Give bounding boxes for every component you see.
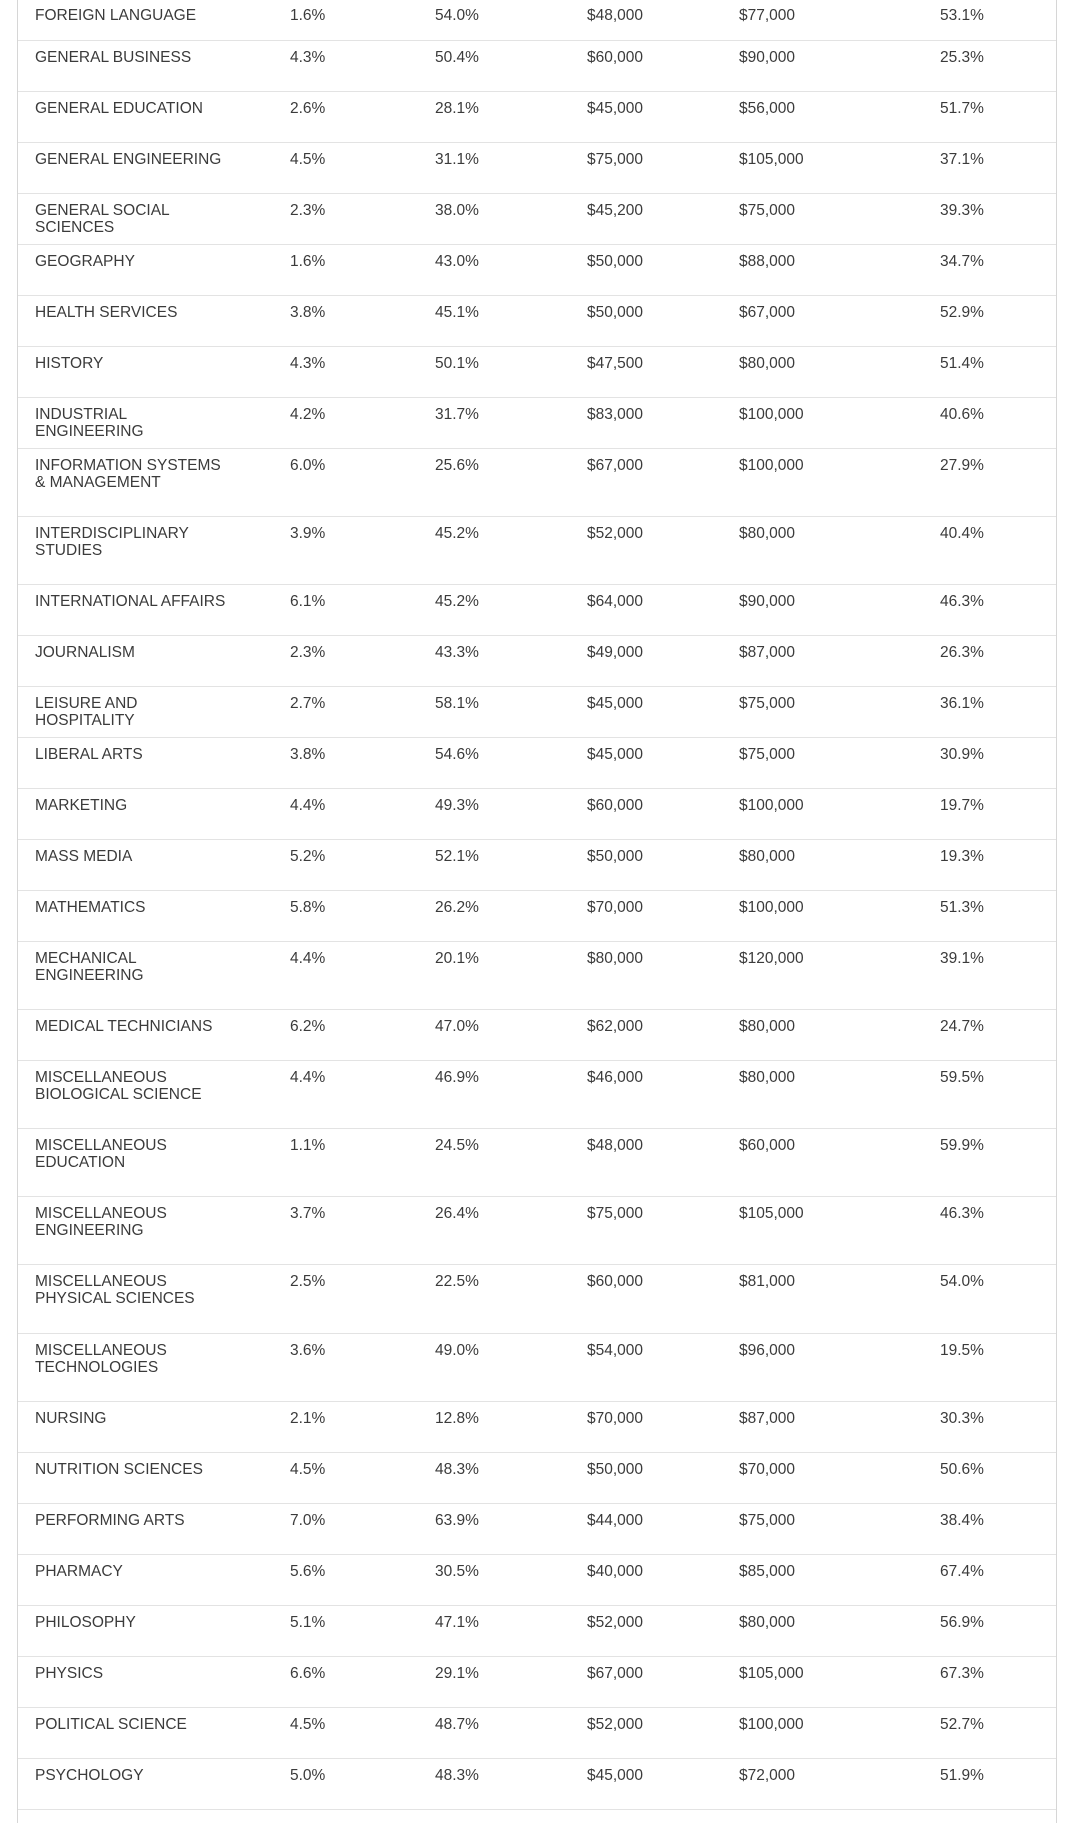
major-cell: NURSING [35,1410,107,1427]
early-career-wage-cell: $50,000 [587,848,644,865]
underemployment-rate-cell: 50.4% [435,49,479,66]
table-row [18,1402,1056,1453]
major-cell: HEALTH SERVICES [35,304,178,321]
underemployment-rate-cell: 48.7% [435,1716,479,1733]
major-cell: PHYSICS [35,1665,104,1682]
underemployment-rate-cell: 58.1% [435,695,479,712]
major-cell: GENERAL ENGINEERING [35,151,222,168]
early-career-wage-cell: $60,000 [587,1273,644,1290]
graduate-degree-share-cell: 19.3% [940,848,984,865]
major-cell: GEOGRAPHY [35,253,135,270]
major-cell: INFORMATION SYSTEMS & MANAGEMENT [35,457,221,491]
early-career-wage-cell: $60,000 [587,49,644,66]
graduate-degree-share-cell: 40.4% [940,525,984,542]
graduate-degree-share-cell: 52.9% [940,304,984,321]
major-cell: MEDICAL TECHNICIANS [35,1018,213,1035]
table-row [18,449,1056,517]
unemployment-rate-cell: 3.8% [290,304,326,321]
mid-career-wage-cell: $105,000 [739,1205,804,1222]
mid-career-wage-cell: $96,000 [739,1342,796,1359]
major-cell: PHILOSOPHY [35,1614,136,1631]
unemployment-rate-cell: 6.6% [290,1665,326,1682]
major-cell: INDUSTRIAL ENGINEERING [35,406,144,440]
table-row [18,1504,1056,1555]
mid-career-wage-cell: $81,000 [739,1273,796,1290]
unemployment-rate-cell: 5.1% [290,1614,326,1631]
graduate-degree-share-cell: 30.3% [940,1410,984,1427]
major-cell: MISCELLANEOUS ENGINEERING [35,1205,167,1239]
table-row [18,92,1056,143]
graduate-degree-share-cell: 30.9% [940,746,984,763]
unemployment-rate-cell: 5.0% [290,1767,326,1784]
unemployment-rate-cell: 1.1% [290,1137,326,1154]
unemployment-rate-cell: 2.6% [290,100,326,117]
table-row [18,738,1056,789]
mid-career-wage-cell: $100,000 [739,406,804,423]
table-row [18,1061,1056,1129]
major-cell: LIBERAL ARTS [35,746,143,763]
table-row [18,840,1056,891]
early-career-wage-cell: $62,000 [587,1018,644,1035]
early-career-wage-cell: $75,000 [587,1205,644,1222]
mid-career-wage-cell: $80,000 [739,848,796,865]
early-career-wage-cell: $45,200 [587,202,644,219]
mid-career-wage-cell: $87,000 [739,1410,796,1427]
underemployment-rate-cell: 52.1% [435,848,479,865]
unemployment-rate-cell: 4.3% [290,49,326,66]
early-career-wage-cell: $67,000 [587,1665,644,1682]
major-cell: INTERNATIONAL AFFAIRS [35,593,226,610]
underemployment-rate-cell: 43.3% [435,644,479,661]
major-cell: MARKETING [35,797,128,814]
unemployment-rate-cell: 2.7% [290,695,326,712]
graduate-degree-share-cell: 53.1% [940,7,984,24]
early-career-wage-cell: $45,000 [587,1767,644,1784]
mid-career-wage-cell: $80,000 [739,355,796,372]
mid-career-wage-cell: $75,000 [739,746,796,763]
early-career-wage-cell: $70,000 [587,899,644,916]
table-row [18,1010,1056,1061]
graduate-degree-share-cell: 56.9% [940,1614,984,1631]
table-row [18,245,1056,296]
mid-career-wage-cell: $100,000 [739,457,804,474]
early-career-wage-cell: $52,000 [587,1716,644,1733]
mid-career-wage-cell: $105,000 [739,151,804,168]
graduate-degree-share-cell: 19.7% [940,797,984,814]
graduate-degree-share-cell: 38.4% [940,1512,984,1529]
underemployment-rate-cell: 63.9% [435,1512,479,1529]
early-career-wage-cell: $50,000 [587,304,644,321]
unemployment-rate-cell: 3.8% [290,746,326,763]
table-row [18,1453,1056,1504]
early-career-wage-cell: $45,000 [587,746,644,763]
mid-career-wage-cell: $88,000 [739,253,796,270]
unemployment-rate-cell: 4.5% [290,1716,326,1733]
unemployment-rate-cell: 2.1% [290,1410,326,1427]
mid-career-wage-cell: $80,000 [739,1614,796,1631]
graduate-degree-share-cell: 50.6% [940,1461,984,1478]
early-career-wage-cell: $48,000 [587,1137,644,1154]
unemployment-rate-cell: 5.8% [290,899,326,916]
underemployment-rate-cell: 24.5% [435,1137,479,1154]
graduate-degree-share-cell: 36.1% [940,695,984,712]
underemployment-rate-cell: 26.2% [435,899,479,916]
graduate-degree-share-cell: 39.3% [940,202,984,219]
majors-table [17,0,1057,1823]
major-cell: POLITICAL SCIENCE [35,1716,187,1733]
major-cell: NUTRITION SCIENCES [35,1461,203,1478]
early-career-wage-cell: $80,000 [587,950,644,967]
underemployment-rate-cell: 54.0% [435,7,479,24]
underemployment-rate-cell: 38.0% [435,202,479,219]
mid-career-wage-cell: $75,000 [739,1512,796,1529]
unemployment-rate-cell: 4.4% [290,797,326,814]
underemployment-rate-cell: 43.0% [435,253,479,270]
early-career-wage-cell: $50,000 [587,1461,644,1478]
table-row [18,1265,1056,1334]
graduate-degree-share-cell: 34.7% [940,253,984,270]
early-career-wage-cell: $70,000 [587,1410,644,1427]
unemployment-rate-cell: 3.7% [290,1205,326,1222]
graduate-degree-share-cell: 46.3% [940,1205,984,1222]
underemployment-rate-cell: 26.4% [435,1205,479,1222]
table-row [18,636,1056,687]
major-cell: LEISURE AND HOSPITALITY [35,695,138,729]
major-cell: FOREIGN LANGUAGE [35,7,197,24]
graduate-degree-share-cell: 59.9% [940,1137,984,1154]
major-cell: MATHEMATICS [35,899,146,916]
table-row [18,517,1056,585]
major-cell: PSYCHOLOGY [35,1767,144,1784]
unemployment-rate-cell: 1.6% [290,7,326,24]
table-row [18,1197,1056,1265]
mid-career-wage-cell: $100,000 [739,1716,804,1733]
mid-career-wage-cell: $80,000 [739,1018,796,1035]
major-cell: PERFORMING ARTS [35,1512,185,1529]
major-cell: INTERDISCIPLINARY STUDIES [35,525,189,559]
table-row [18,585,1056,636]
underemployment-rate-cell: 48.3% [435,1461,479,1478]
unemployment-rate-cell: 1.6% [290,253,326,270]
underemployment-rate-cell: 49.0% [435,1342,479,1359]
early-career-wage-cell: $83,000 [587,406,644,423]
mid-career-wage-cell: $87,000 [739,644,796,661]
unemployment-rate-cell: 2.5% [290,1273,326,1290]
major-cell: HISTORY [35,355,104,372]
table-row [18,1129,1056,1197]
table-row [18,0,1056,41]
graduate-degree-share-cell: 37.1% [940,151,984,168]
table-row [18,942,1056,1010]
early-career-wage-cell: $50,000 [587,253,644,270]
underemployment-rate-cell: 30.5% [435,1563,479,1580]
mid-career-wage-cell: $80,000 [739,525,796,542]
underemployment-rate-cell: 48.3% [435,1767,479,1784]
underemployment-rate-cell: 46.9% [435,1069,479,1086]
graduate-degree-share-cell: 39.1% [940,950,984,967]
early-career-wage-cell: $60,000 [587,797,644,814]
unemployment-rate-cell: 2.3% [290,644,326,661]
mid-career-wage-cell: $105,000 [739,1665,804,1682]
early-career-wage-cell: $44,000 [587,1512,644,1529]
table-row [18,347,1056,398]
graduate-degree-share-cell: 40.6% [940,406,984,423]
graduate-degree-share-cell: 67.3% [940,1665,984,1682]
graduate-degree-share-cell: 51.3% [940,899,984,916]
unemployment-rate-cell: 4.5% [290,151,326,168]
unemployment-rate-cell: 6.1% [290,593,326,610]
major-cell: GENERAL BUSINESS [35,49,192,66]
underemployment-rate-cell: 50.1% [435,355,479,372]
table-row [18,143,1056,194]
major-cell: JOURNALISM [35,644,135,661]
unemployment-rate-cell: 6.0% [290,457,326,474]
unemployment-rate-cell: 4.2% [290,406,326,423]
early-career-wage-cell: $67,000 [587,457,644,474]
graduate-degree-share-cell: 51.4% [940,355,984,372]
mid-career-wage-cell: $100,000 [739,797,804,814]
early-career-wage-cell: $46,000 [587,1069,644,1086]
graduate-degree-share-cell: 46.3% [940,593,984,610]
early-career-wage-cell: $75,000 [587,151,644,168]
graduate-degree-share-cell: 24.7% [940,1018,984,1035]
unemployment-rate-cell: 7.0% [290,1512,326,1529]
table-row [18,687,1056,738]
early-career-wage-cell: $45,000 [587,100,644,117]
mid-career-wage-cell: $90,000 [739,593,796,610]
unemployment-rate-cell: 3.6% [290,1342,326,1359]
mid-career-wage-cell: $56,000 [739,100,796,117]
underemployment-rate-cell: 12.8% [435,1410,479,1427]
major-cell: GENERAL SOCIAL SCIENCES [35,202,170,236]
table-row [18,789,1056,840]
underemployment-rate-cell: 28.1% [435,100,479,117]
major-cell: PHARMACY [35,1563,123,1580]
unemployment-rate-cell: 6.2% [290,1018,326,1035]
graduate-degree-share-cell: 27.9% [940,457,984,474]
early-career-wage-cell: $45,000 [587,695,644,712]
unemployment-rate-cell: 4.4% [290,1069,326,1086]
graduate-degree-share-cell: 51.7% [940,100,984,117]
table-row [18,398,1056,449]
mid-career-wage-cell: $70,000 [739,1461,796,1478]
graduate-degree-share-cell: 54.0% [940,1273,984,1290]
early-career-wage-cell: $48,000 [587,7,644,24]
underemployment-rate-cell: 20.1% [435,950,479,967]
underemployment-rate-cell: 45.2% [435,593,479,610]
table-row [18,1555,1056,1606]
underemployment-rate-cell: 47.1% [435,1614,479,1631]
table-row [18,1708,1056,1759]
unemployment-rate-cell: 4.3% [290,355,326,372]
unemployment-rate-cell: 5.2% [290,848,326,865]
graduate-degree-share-cell: 52.7% [940,1716,984,1733]
underemployment-rate-cell: 54.6% [435,746,479,763]
unemployment-rate-cell: 5.6% [290,1563,326,1580]
early-career-wage-cell: $40,000 [587,1563,644,1580]
underemployment-rate-cell: 45.2% [435,525,479,542]
graduate-degree-share-cell: 19.5% [940,1342,984,1359]
mid-career-wage-cell: $75,000 [739,695,796,712]
major-cell: MISCELLANEOUS EDUCATION [35,1137,167,1171]
major-cell: MISCELLANEOUS TECHNOLOGIES [35,1342,167,1376]
early-career-wage-cell: $52,000 [587,1614,644,1631]
mid-career-wage-cell: $67,000 [739,304,796,321]
underemployment-rate-cell: 31.7% [435,406,479,423]
underemployment-rate-cell: 29.1% [435,1665,479,1682]
early-career-wage-cell: $49,000 [587,644,644,661]
graduate-degree-share-cell: 25.3% [940,49,984,66]
mid-career-wage-cell: $85,000 [739,1563,796,1580]
underemployment-rate-cell: 25.6% [435,457,479,474]
mid-career-wage-cell: $80,000 [739,1069,796,1086]
graduate-degree-share-cell: 26.3% [940,644,984,661]
major-cell: GENERAL EDUCATION [35,100,203,117]
underemployment-rate-cell: 47.0% [435,1018,479,1035]
graduate-degree-share-cell: 51.9% [940,1767,984,1784]
major-cell: MISCELLANEOUS PHYSICAL SCIENCES [35,1273,195,1307]
early-career-wage-cell: $52,000 [587,525,644,542]
underemployment-rate-cell: 22.5% [435,1273,479,1290]
table-row [18,41,1056,92]
unemployment-rate-cell: 2.3% [290,202,326,219]
unemployment-rate-cell: 3.9% [290,525,326,542]
underemployment-rate-cell: 49.3% [435,797,479,814]
mid-career-wage-cell: $90,000 [739,49,796,66]
graduate-degree-share-cell: 59.5% [940,1069,984,1086]
early-career-wage-cell: $64,000 [587,593,644,610]
underemployment-rate-cell: 31.1% [435,151,479,168]
mid-career-wage-cell: $100,000 [739,899,804,916]
table-row [18,1334,1056,1402]
major-cell: MASS MEDIA [35,848,133,865]
table-row [18,296,1056,347]
mid-career-wage-cell: $72,000 [739,1767,796,1784]
table-row [18,891,1056,942]
early-career-wage-cell: $47,500 [587,355,644,372]
table-row [18,194,1056,245]
unemployment-rate-cell: 4.4% [290,950,326,967]
major-cell: MISCELLANEOUS BIOLOGICAL SCIENCE [35,1069,202,1103]
mid-career-wage-cell: $120,000 [739,950,804,967]
unemployment-rate-cell: 4.5% [290,1461,326,1478]
table-row [18,1759,1056,1810]
major-cell: MECHANICAL ENGINEERING [35,950,144,984]
underemployment-rate-cell: 45.1% [435,304,479,321]
graduate-degree-share-cell: 67.4% [940,1563,984,1580]
table-row [18,1657,1056,1708]
mid-career-wage-cell: $77,000 [739,7,796,24]
mid-career-wage-cell: $60,000 [739,1137,796,1154]
early-career-wage-cell: $54,000 [587,1342,644,1359]
table-row [18,1606,1056,1657]
mid-career-wage-cell: $75,000 [739,202,796,219]
